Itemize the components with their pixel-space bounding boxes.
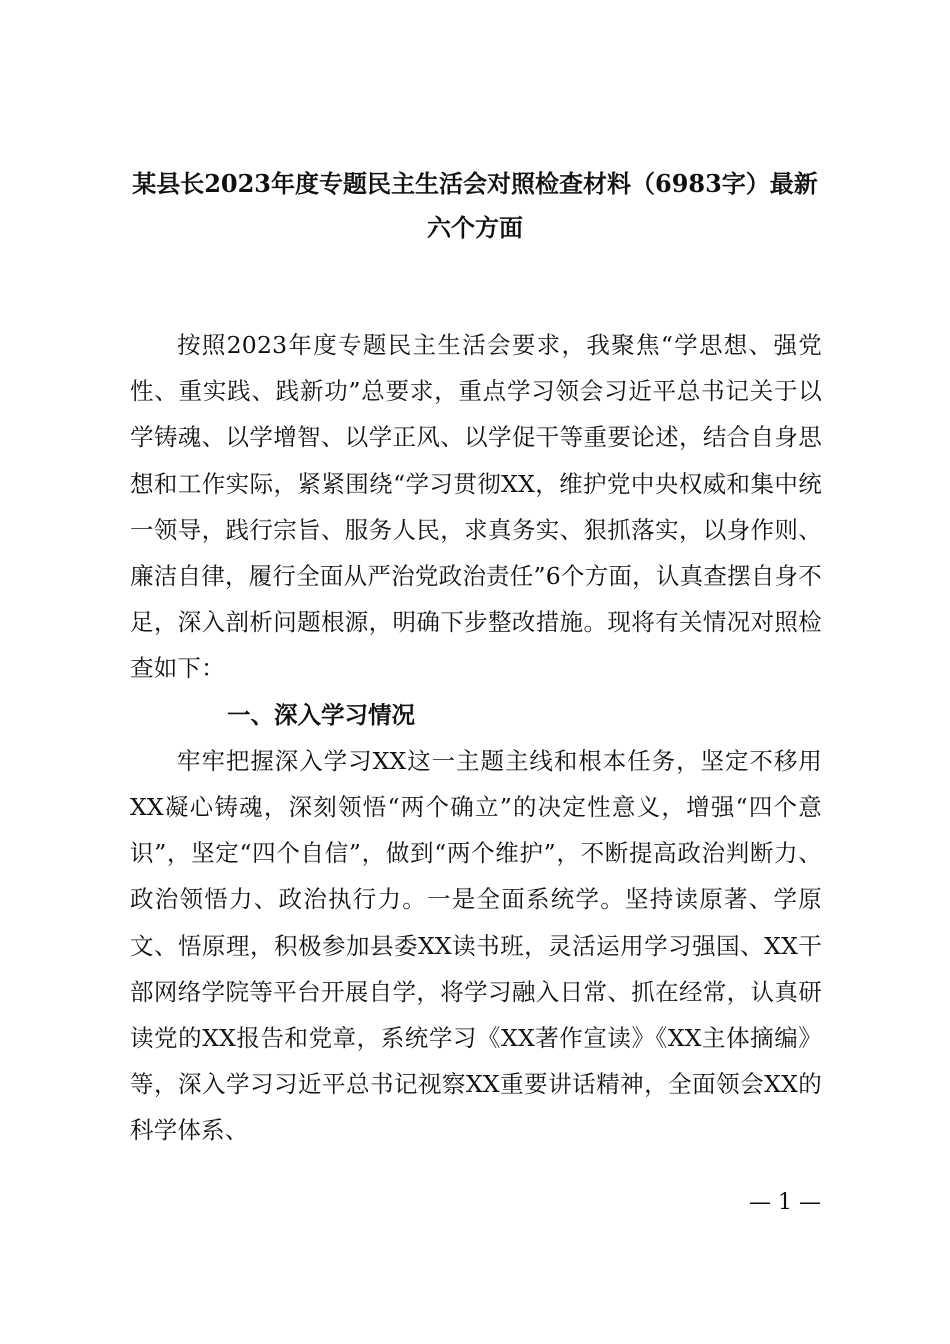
title-line-2: 六个方面 <box>427 213 523 242</box>
document-title <box>110 162 840 250</box>
document-body <box>130 322 822 1154</box>
page-number: — 1 — <box>749 1190 821 1215</box>
title-line-1: 某县长2023年度专题民主生活会对照检查材料（6983字）最新 <box>132 169 818 198</box>
section-1-paragraph: 牢牢把握深入学习XX这一主题主线和根本任务，坚定不移用XX凝心铸魂，深刻领悟“两个确立”的决定性意义，增强“四个意识”，坚定“四个自信”，做到“两个维护”，不断提高政治判断力、政治领悟力、政治执行力。一是全面系统学。坚持读原著、学原文、悟原理，积极参加县委XX读书班，灵活运用学习强国、XX干部网络学院等平台开展自学，将学习融入日常、抓在经常，认真研读党的XX报告和党章，系统学习《XX著作宣读》《XX主体摘编》等，深入学习习近平总书记视察XX重要讲话精神，全面领会XX的科学体系、 <box>130 746 822 1145</box>
section-heading-1: 一、深入学习情况 <box>227 700 415 729</box>
intro-paragraph: 按照2023年度专题民主生活会要求，我聚焦“学思想、强党性、重实践、践新功”总要求，重点学习领会习近平总书记关于以学铸魂、以学增智、以学正风、以学促干等重要论述，结合自身思想和工作实际，紧紧围绕“学习贯彻XX，维护党中央权威和集中统一领导，践行宗旨、服务人民，求真务实、狠抓落实，以身作则、廉洁自律，履行全面从严治党政治责任”6个方面，认真查摆自身不足，深入剖析问题根源，明确下步整改措施。现将有关情况对照检查如下： <box>130 331 822 683</box>
